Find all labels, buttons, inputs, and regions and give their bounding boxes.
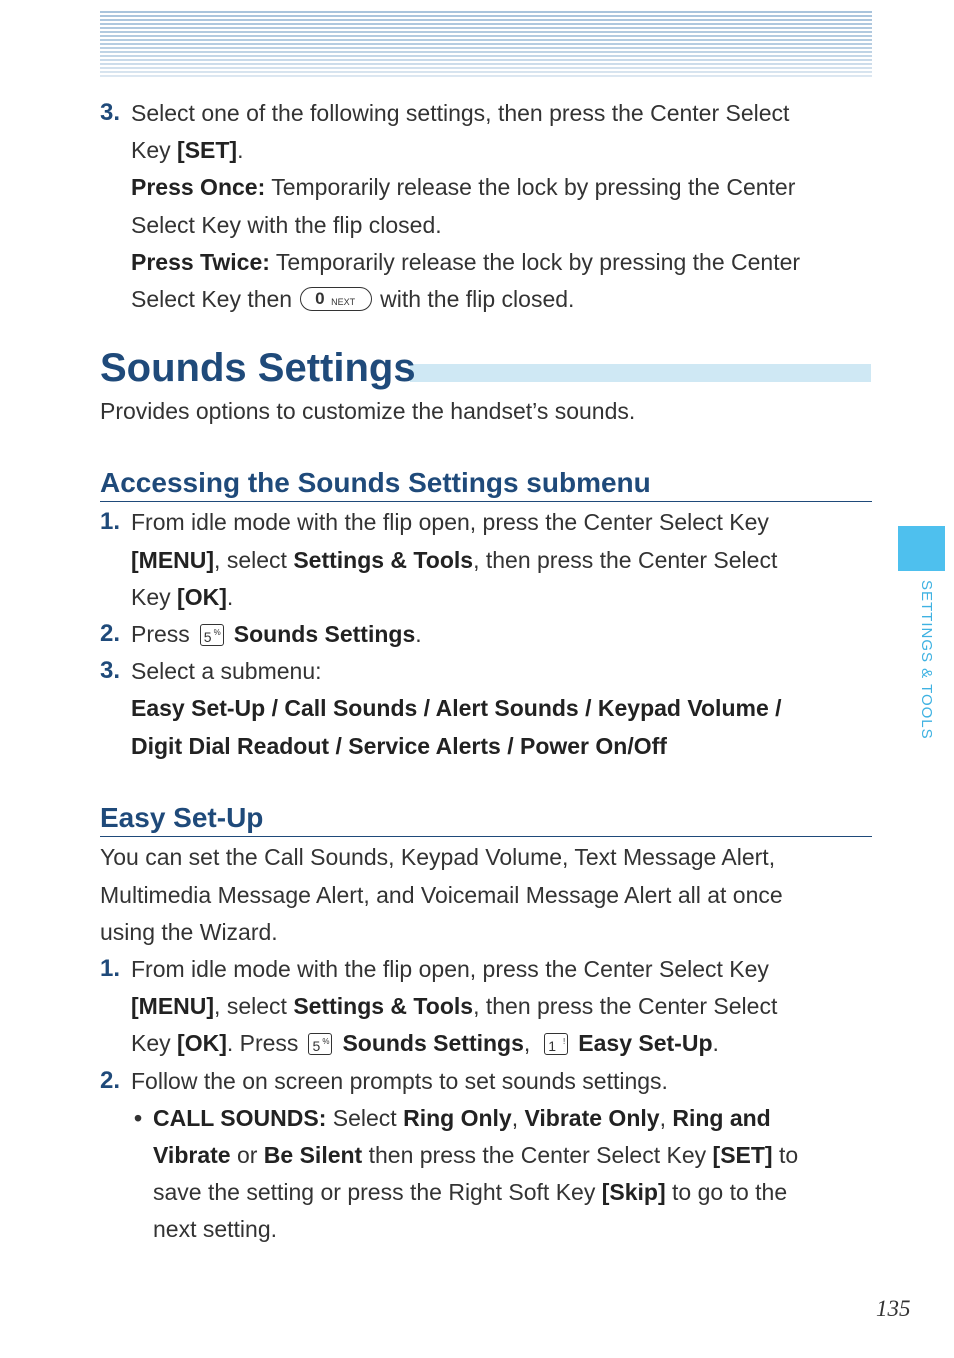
step-text: Select one of the following settings, then press the Center Select <box>131 100 790 126</box>
zero-next-key-icon: 0 NEXT <box>300 287 372 311</box>
step-text: Key [SET]. <box>131 137 244 163</box>
step-number: 2. <box>100 620 121 647</box>
bullet-text: next setting. <box>153 1216 278 1242</box>
paragraph: You can set the Call Sounds, Keypad Volume, Text Message Alert, <box>100 844 776 870</box>
chapter-tab <box>898 526 945 571</box>
submenu-list: Easy Set-Up / Call Sounds / Alert Sounds / Keypad Volume / <box>131 695 782 721</box>
step-number: 1. <box>100 955 121 982</box>
paragraph: using the Wizard. <box>100 919 278 945</box>
bullet-text: save the setting or press the Right Soft Key [Skip] to go to the <box>153 1179 788 1205</box>
bullet-text: CALL SOUNDS: Select Ring Only, Vibrate Only, Ring and <box>153 1105 771 1131</box>
header-band <box>100 11 872 77</box>
page-number: 135 <box>876 1296 911 1321</box>
option-press-twice: Press Twice: Temporarily release the lock by pressing the Center <box>131 249 801 275</box>
key-5-icon: 5 % <box>308 1033 332 1055</box>
paragraph: Multimedia Message Alert, and Voicemail Message Alert all at once <box>100 882 783 908</box>
step-text: Key [OK]. Press 5 % Sounds Settings, 1 ! Easy Set-Up. <box>131 1030 719 1056</box>
step-text: [MENU], select Settings & Tools, then press the Center Select <box>131 547 778 573</box>
subheading-easy-setup: Easy Set-Up <box>100 802 264 833</box>
step-text: [MENU], select Settings & Tools, then press the Center Select <box>131 993 778 1019</box>
chapter-label: SETTINGS & TOOLS <box>918 580 935 740</box>
key-5-icon: 5 % <box>200 624 224 646</box>
option-text: Select Key then 0 NEXT with the flip closed. <box>131 286 575 312</box>
step-number: 2. <box>100 1067 121 1094</box>
section-title: Sounds Settings <box>100 346 416 390</box>
option-text: Select Key with the flip closed. <box>131 212 442 238</box>
step-text: Key [OK]. <box>131 584 234 610</box>
bullet-text: Vibrate or Be Silent then press the Center Select Key [SET] to <box>153 1142 799 1168</box>
step-text: Select a submenu: <box>131 658 322 684</box>
submenu-list: Digit Dial Readout / Service Alerts / Power On/Off <box>131 733 667 759</box>
step-number: 1. <box>100 508 121 535</box>
step-text: From idle mode with the flip open, press the Center Select Key <box>131 956 769 982</box>
step-text: From idle mode with the flip open, press the Center Select Key <box>131 509 769 535</box>
step-number: 3. <box>100 99 121 126</box>
subheading-rule <box>100 836 872 837</box>
section-intro: Provides options to customize the handset’s sounds. <box>100 398 636 424</box>
step-text: Press 5 % Sounds Settings. <box>131 621 422 647</box>
step-number: 3. <box>100 657 121 684</box>
title-bar <box>410 364 871 382</box>
step-text: Follow the on screen prompts to set sounds settings. <box>131 1068 668 1094</box>
subheading-accessing: Accessing the Sounds Settings submenu <box>100 467 651 498</box>
subheading-rule <box>100 501 872 502</box>
bullet: • <box>134 1105 143 1131</box>
option-press-once: Press Once: Temporarily release the lock by pressing the Center <box>131 174 796 200</box>
key-1-icon: 1 ! <box>544 1033 568 1055</box>
